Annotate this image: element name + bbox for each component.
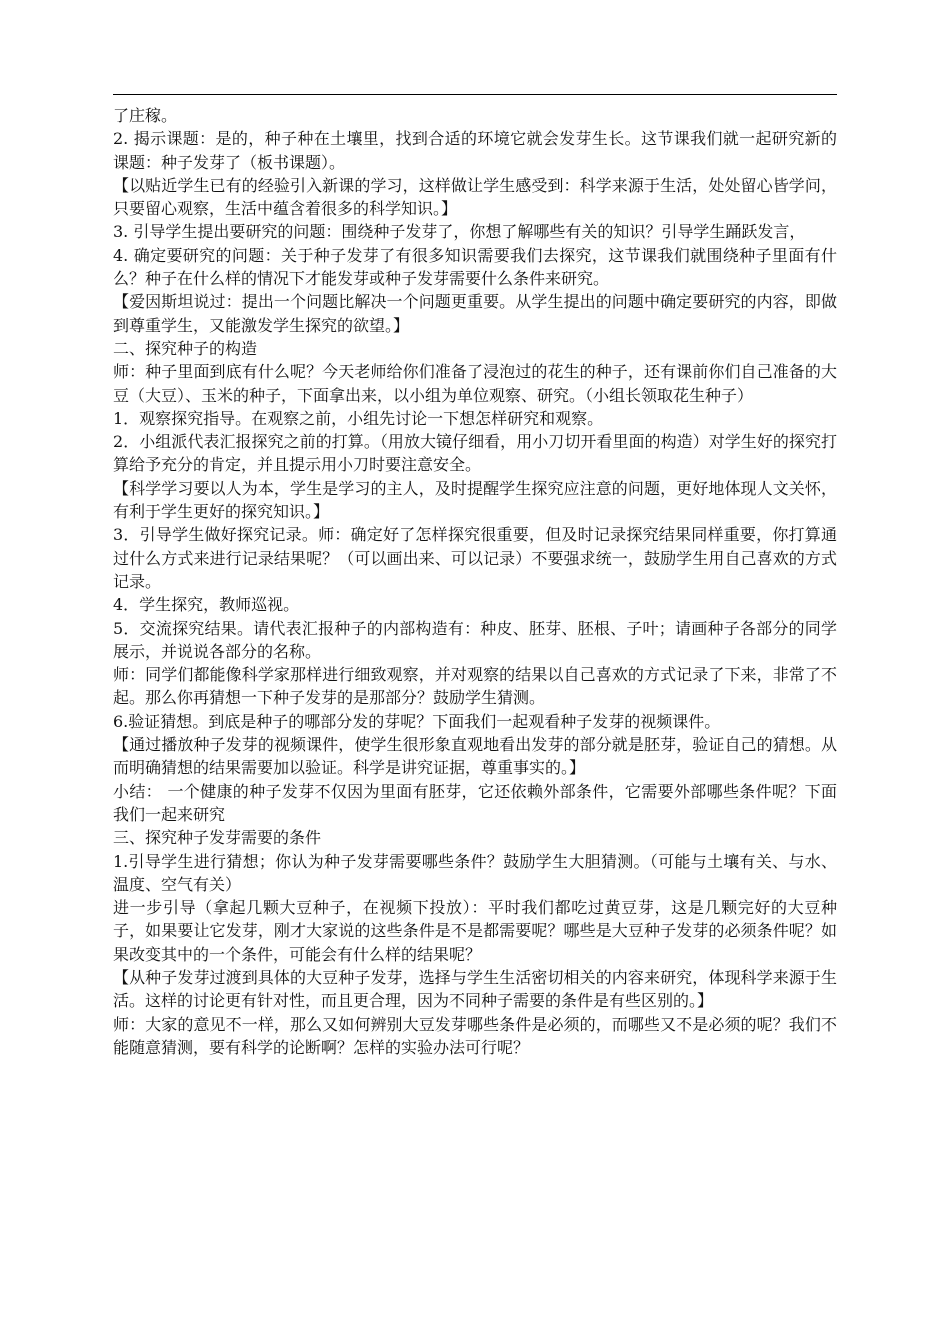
header-rule (113, 94, 837, 95)
paragraph: 2．小组派代表汇报探究之前的打算。（用放大镜仔细看，用小刀切开看里面的构造）对学生好的探究打算给予充分的肯定，并且提示用小刀时要注意安全。 (113, 432, 837, 475)
document-body (113, 104, 837, 1059)
paragraph: 1.引导学生进行猜想；你认为种子发芽需要哪些条件？鼓励学生大胆猜测。（可能与土壤有关、与水、温度、空气有关） (113, 851, 837, 894)
section-heading: 三、探究种子发芽需要的条件 (113, 828, 322, 848)
paragraph: 1．观察探究指导。在观察之前，小组先讨论一下想怎样研究和观察。 (113, 408, 604, 428)
paragraph: 进一步引导（拿起几颗大豆种子，在视频下投放）：平时我们都吃过黄豆芽，这是几颗完好的大豆种子，如果要让它发芽，刚才大家说的这些条件是不是都需要呢？哪些是大豆种子发芽的必须条件呢？如果改变其中的一个条件，可能会有什么样的结果呢？ (113, 898, 837, 964)
paragraph: 师：种子里面到底有什么呢？今天老师给你们准备了浸泡过的花生的种子，还有课前你们自己准备的大豆（大豆）、玉米的种子，下面拿出来，以小组为单位观察、研究。（小组长领取花生种子） (113, 362, 837, 405)
paragraph: 【以贴近学生已有的经验引入新课的学习，这样做让学生感受到：科学来源于生活，处处留心皆学问，只要留心观察，生活中蕴含着很多的科学知识。】 (113, 175, 837, 219)
paragraph: 【科学学习要以人为本，学生是学习的主人，及时提醒学生探究应注意的问题，更好地体现人文关怀，有利于学生更好的探究知识。】 (113, 478, 837, 522)
paragraph: 3. 引导学生提出要研究的问题：围绕种子发芽了，你想了解哪些有关的知识？引导学生踊跃发言， (113, 222, 806, 242)
paragraph: 【通过播放种子发芽的视频课件，使学生很形象直观地看出发芽的部分就是胚芽，验证自己的猜想。从而明确猜想的结果需要加以验证。科学是讲究证据，尊重事实的。】 (113, 735, 837, 778)
paragraph: 小结： 一个健康的种子发芽不仅因为里面有胚芽，它还依赖外部条件，它需要外部哪些条件呢？下面我们一起来研究 (113, 781, 837, 824)
paragraph: 师：同学们都能像科学家那样进行细致观察，并对观察的结果以自己喜欢的方式记录了下来，非常了不起。那么你再猜想一下种子发芽的是那部分？鼓励学生猜测。 (113, 665, 837, 708)
paragraph: 师：大家的意见不一样，那么又如何辨别大豆发芽哪些条件是必须的，而哪些又不是必须的呢？我们不能随意猜测，要有科学的论断啊？怎样的实验办法可行呢？ (113, 1014, 837, 1057)
paragraph: 【爱因斯坦说过：提出一个问题比解决一个问题更重要。从学生提出的问题中确定要研究的内容，即做到尊重学生，又能激发学生探究的欲望。】 (113, 292, 837, 335)
paragraph: 4．学生探究，教师巡视。 (113, 595, 300, 615)
paragraph: 4. 确定要研究的问题：关于种子发芽了有很多知识需要我们去探究，这节课我们就围绕种子里面有什么？种子在什么样的情况下才能发芽或种子发芽需要什么条件来研究。 (113, 245, 837, 289)
paragraph: 了庄稼。 (113, 106, 178, 125)
paragraph: 【从种子发芽过渡到具体的大豆种子发芽，选择与学生生活密切相关的内容来研究，体现科学来源于生活。这样的讨论更有针对性，而且更合理，因为不同种子需要的条件是有些区别的。】 (113, 967, 837, 1011)
paragraph: 3．引导学生做好探究记录。师：确定好了怎样探究很重要，但及时记录探究结果同样重要，你打算通过什么方式来进行记录结果呢？（可以画出来、可以记录）不要强求统一，鼓励学生用自己喜欢的方式记录。 (113, 525, 837, 591)
paragraph: 2. 揭示课题：是的，种子种在土壤里，找到合适的环境它就会发芽生长。这节课我们就一起研究新的课题：种子发芽了（板书课题）。 (113, 129, 837, 172)
paragraph: 5．交流探究结果。请代表汇报种子的内部构造有：种皮、胚芽、胚根、子叶；请画种子各部分的同学展示，并说说各部分的名称。 (113, 618, 837, 661)
paragraph: 6.验证猜想。到底是种子的哪部分发的芽呢？下面我们一起观看种子发芽的视频课件。 (113, 711, 721, 731)
section-heading: 二、探究种子的构造 (113, 338, 258, 358)
